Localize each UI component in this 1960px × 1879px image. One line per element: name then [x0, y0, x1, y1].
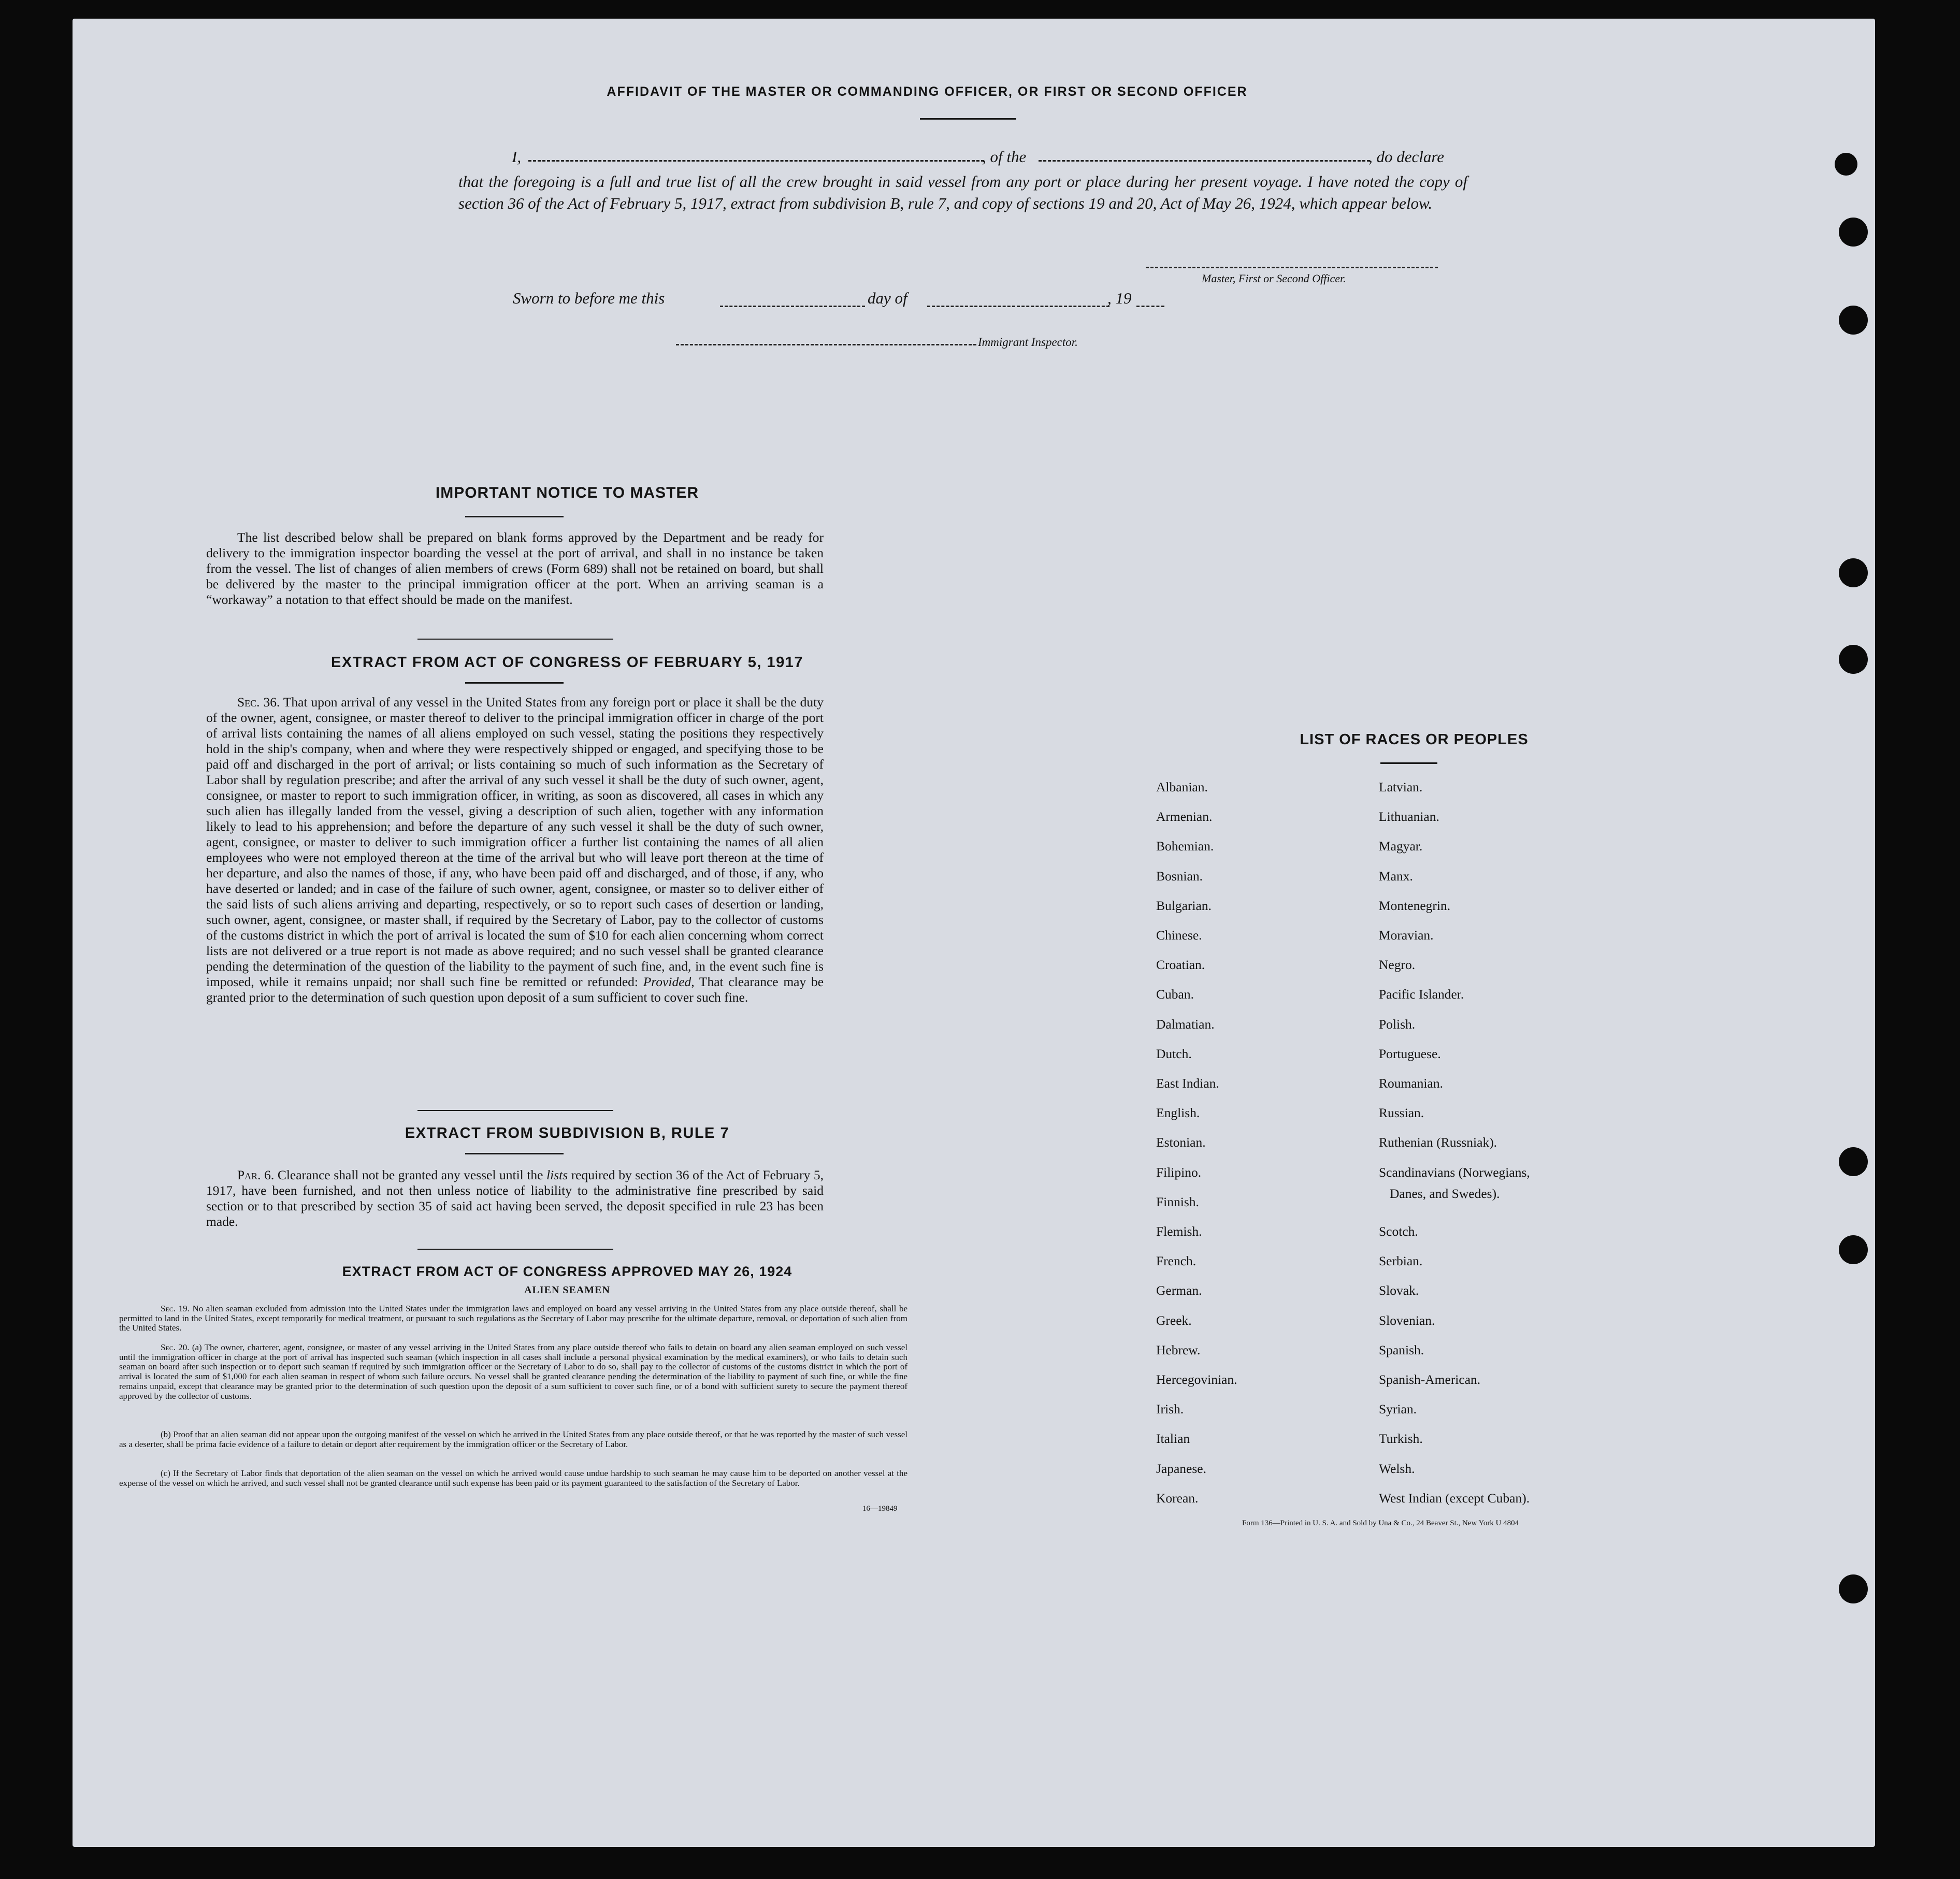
- sworn-label: Sworn to before me this: [513, 289, 665, 307]
- race-item: Roumanian.: [1379, 1076, 1443, 1091]
- affidavit-title: AFFIDAVIT OF THE MASTER OR COMMANDING OFFICER, OR FIRST OR SECOND OFFICER: [607, 84, 1248, 99]
- race-item: West Indian (except Cuban).: [1379, 1490, 1530, 1506]
- sworn-year-blank: [1136, 306, 1164, 307]
- sworn-day-blank: [720, 306, 865, 307]
- extract-1917-title: EXTRACT FROM ACT OF CONGRESS OF FEBRUARY 5, 1917: [330, 654, 804, 671]
- extract-rule7-body: [206, 1167, 824, 1230]
- races-rule: [1380, 762, 1437, 764]
- race-item: Magyar.: [1379, 839, 1423, 854]
- form-footer: Form 136—Printed in U. S. A. and Sold by Una & Co., 24 Beaver St., New York U 4804: [1242, 1519, 1519, 1527]
- sec-20a-text: (a) The owner, charterer, agent, consignee, or master of any vessel arriving in the United States from any place outside thereof who fails to detain on board any alien seaman employed on such vessel until the immigration officer in charge at the port of arrival has inspected such seaman (which inspection in all cases shall include a personal physical examination by the medical examiners), or who fails to detain such seaman on board after such inspection or to deport such seaman if required by such immigration officer or the Secretary of Labor to do so, shall pay to the collector of customs of the customs district in which the port of arrival is located the sum of $1,000 for each alien seaman in respect of whom such failure occurs. No vessel shall be granted clearance pending the determination of the liability to payment of such fine, or while the fine remains unpaid, except that clearance may be granted prior to the determination of such question upon the deposit of a sum sufficient to cover such fine, or of a bond with sufficient surety to secure the payment thereof approved by the collector of customs.: [119, 1342, 907, 1401]
- sec-20c-paragraph: [119, 1469, 907, 1488]
- inspector-signature-blank: [676, 344, 976, 345]
- race-item: Scandinavians (Norwegians,: [1379, 1164, 1530, 1180]
- binder-hole: [1839, 645, 1868, 674]
- par-6-text-end: required by section 36 of the Act of February 5, 1917, have been furnished, and not then unless notice of liability to the administrative fine prescribed by said section or to that prescribed by section 35 of said act having been served, the deposit specified in rule 23 has been made.: [206, 1167, 824, 1229]
- race-scandinavians-line2: Danes, and Swedes).: [1390, 1186, 1500, 1201]
- race-item: Turkish.: [1379, 1431, 1423, 1447]
- sec-36-text-end: That clearance may be granted prior to the determination of such question upon deposit of a sum sufficient to cover such fine.: [206, 974, 824, 1005]
- race-item: Montenegrin.: [1379, 898, 1451, 913]
- notice-body-text: The list described below shall be prepared on blank forms approved by the Department and be ready for delivery to the immigration inspector boarding the vessel at the port of arrival, and shall in no instance be taken from the vessel. The list of changes of alien members of crews (Form 689) shall not be retained on board, but shall be delivered by the master to the principal immigration officer at the port. When an arriving seaman is a “workaway” a notation to that effect should be made on the manifest.: [206, 530, 824, 607]
- race-item: French.: [1156, 1253, 1197, 1269]
- binder-hole: [1839, 1574, 1868, 1603]
- race-item: Greek.: [1156, 1312, 1192, 1328]
- race-item: Lithuanian.: [1379, 809, 1439, 825]
- race-item: Pacific Islander.: [1379, 987, 1464, 1002]
- sec-36-label: Sec. 36.: [237, 695, 280, 710]
- binder-hole: [1839, 218, 1868, 247]
- race-item: Slovenian.: [1379, 1312, 1435, 1328]
- extract-1917-body: [206, 695, 824, 1005]
- race-item: Hercegovinian.: [1156, 1372, 1237, 1387]
- race-item: Bulgarian.: [1156, 898, 1212, 913]
- race-item: Serbian.: [1379, 1253, 1423, 1269]
- binder-hole: [1835, 153, 1857, 176]
- race-item: Spanish-American.: [1379, 1372, 1481, 1387]
- race-item: Ruthenian (Russniak).: [1379, 1135, 1497, 1150]
- sec-20-label: Sec. 20.: [161, 1342, 190, 1352]
- sworn-month-blank: [927, 306, 1109, 307]
- par-6-text: Clearance shall not be granted any vessel until the: [277, 1167, 543, 1182]
- par-6-label: Par. 6.: [237, 1167, 275, 1182]
- day-of-label: day of: [868, 289, 907, 307]
- notice-title: IMPORTANT NOTICE TO MASTER: [435, 484, 699, 501]
- sec-20a-paragraph: [119, 1343, 907, 1401]
- race-item: Welsh.: [1379, 1461, 1415, 1476]
- vessel-blank: [1039, 160, 1370, 162]
- notice-body: [206, 530, 824, 608]
- print-code: 16—19849: [862, 1505, 898, 1513]
- name-blank: [528, 160, 984, 162]
- of-the-label: , of the: [982, 148, 1027, 166]
- sec-20c-text: (c) If the Secretary of Labor finds that deportation of the alien seaman on the vessel on which he arrived would cause undue hardship to such seaman he may cause him to be deported on another vessel at the expense of the vessel on which he arrived, and such vessel shall not be granted clearance until such expense has been paid or its payment guaranteed to the satisfaction of the Secretary of Labor.: [119, 1468, 907, 1488]
- sec-36-text: That upon arrival of any vessel in the United States from any foreign port or place it shall be the duty of the owner, agent, consignee, or master thereof to deliver to the principal immigration officer in charge of the port of arrival lists containing the names of all aliens employed on such vessel, stating the positions they respectively hold in the ship's company, when and where they were respectively shipped or engaged, and specifying those to be paid off and discharged in the port of arrival; or lists containing so much of such information as the Secretary of Labor shall by regulation prescribe; and after the arrival of any such vessel it shall be the duty of such owner, agent, consignee, or master to report to such immigration officer, in writing, as soon as discovered, all cases in which any such alien has illegally landed from the vessel, giving a description of such alien, together with any information likely to lead to his apprehension; and before the departure of any such vessel it shall be the duty of such owner, agent, consignee, or master to deliver to such immigration officer a further list containing the names of all alien employees who were not employed thereon at the time of the arrival but who will leave port thereon at the time of her departure, and also the names of those, if any, who have been paid off and discharged, and of those, if any, who have deserted or landed; and in case of the failure of such owner, agent, consignee, or master so to deliver either of the said lists of such aliens arriving and departing, respectively, or so to report such cases of desertion or landing, such owner, agent, consignee, or master shall, if required by the Secretary of Labor, pay to the collector of customs of the customs district in which the port of arrival is located the sum of $10 for each alien concerning whom correct lists are not delivered or a true report is not made as above required; and no such vessel shall be granted clearance pending the determination of the question of the liability to the payment of such fine, and, in the event such fine is imposed, while it remains unpaid; nor shall such fine be remitted or refunded:: [206, 695, 824, 989]
- race-item: Bohemian.: [1156, 839, 1214, 854]
- race-item: Korean.: [1156, 1490, 1199, 1506]
- notice-rule: [465, 516, 564, 517]
- race-item: Portuguese.: [1379, 1046, 1441, 1061]
- master-signature-blank: [1146, 267, 1438, 268]
- binder-hole: [1839, 1147, 1868, 1176]
- section-divider: [417, 1110, 613, 1111]
- race-item: Latvian.: [1379, 779, 1423, 794]
- race-item: Polish.: [1379, 1016, 1416, 1032]
- sec-20b-paragraph: [119, 1430, 907, 1449]
- extract-rule7-rule: [465, 1153, 564, 1154]
- race-item: Dalmatian.: [1156, 1016, 1215, 1032]
- race-item: Chinese.: [1156, 928, 1202, 943]
- race-item: Russian.: [1379, 1105, 1424, 1121]
- race-item: Estonian.: [1156, 1135, 1206, 1150]
- races-title: LIST OF RACES OR PEOPLES: [1300, 731, 1529, 748]
- race-item: Syrian.: [1379, 1401, 1417, 1417]
- race-item: Finnish.: [1156, 1194, 1199, 1209]
- race-item: English.: [1156, 1105, 1200, 1121]
- race-item: Hebrew.: [1156, 1342, 1201, 1357]
- race-item: Croatian.: [1156, 957, 1205, 973]
- race-item: Bosnian.: [1156, 868, 1203, 884]
- sec-19-label: Sec. 19.: [161, 1304, 190, 1313]
- race-item: Spanish.: [1379, 1342, 1424, 1357]
- alien-seamen-subtitle: ALIEN SEAMEN: [524, 1284, 610, 1296]
- race-item: Albanian.: [1156, 779, 1208, 794]
- binder-hole: [1839, 558, 1868, 587]
- race-item: Negro.: [1379, 957, 1416, 973]
- do-declare-label: , do declare: [1368, 148, 1445, 166]
- race-item: Italian: [1156, 1431, 1190, 1447]
- binder-hole: [1839, 306, 1868, 335]
- sec-20b-text: (b) Proof that an alien seaman did not appear upon the outgoing manifest of the vessel on which he arrived in the United States from any place outside thereof, or that he was reported by the master of such vessel as a deserter, shall be prima facie evidence of a failure to detain or deport after requirement by the immigration officer or the Secretary of Labor.: [119, 1429, 907, 1449]
- declaration-text: that the foregoing is a full and true list of all the crew brought in said vessel from any port or place during her present voyage. I have noted the copy of section 36 of the Act of February 5, 1917, extract from subdivision B, rule 7, and copy of sections 19 and 20, Act of May 26, 1924, which appear below.: [458, 172, 1467, 212]
- section-divider: [417, 639, 613, 640]
- year-label: , 19: [1107, 289, 1132, 307]
- race-item: Manx.: [1379, 868, 1413, 884]
- race-item: Slovak.: [1379, 1283, 1419, 1298]
- master-signature-label: Master, First or Second Officer.: [1202, 272, 1346, 285]
- race-item: Flemish.: [1156, 1224, 1202, 1239]
- lists-word: lists: [546, 1167, 568, 1182]
- provided-word: Provided,: [643, 974, 695, 989]
- binder-hole: [1839, 1235, 1868, 1264]
- title-rule: [920, 118, 1016, 120]
- race-item: Dutch.: [1156, 1046, 1192, 1061]
- race-item: Cuban.: [1156, 987, 1194, 1002]
- extract-1924-title: EXTRACT FROM ACT OF CONGRESS APPROVED MAY 26, 1924: [342, 1264, 792, 1279]
- race-item: Irish.: [1156, 1401, 1184, 1417]
- affidavit-i-label: I,: [512, 148, 522, 166]
- race-item: Japanese.: [1156, 1461, 1206, 1476]
- race-item: German.: [1156, 1283, 1202, 1298]
- extract-rule7-title: EXTRACT FROM SUBDIVISION B, RULE 7: [405, 1125, 730, 1141]
- race-item: East Indian.: [1156, 1076, 1219, 1091]
- race-item: Scotch.: [1379, 1224, 1418, 1239]
- sec-19-paragraph: [119, 1304, 907, 1333]
- section-divider: [417, 1249, 613, 1250]
- race-item: Filipino.: [1156, 1164, 1202, 1180]
- extract-1917-rule: [465, 682, 564, 684]
- race-item: Moravian.: [1379, 928, 1434, 943]
- sec-19-text: No alien seaman excluded from admission into the United States under the immigration laws and employed on board any vessel arriving in the United States from any place outside thereof, shall be permitted to land in the United States, except temporarily for medical treatment, or pursuant to such regulations as the Secretary of Labor may prescribe for the ultimate departure, removal, or deportation of such alien from the United States.: [119, 1304, 908, 1333]
- race-item: Armenian.: [1156, 809, 1213, 825]
- inspector-label: Immigrant Inspector.: [978, 336, 1078, 349]
